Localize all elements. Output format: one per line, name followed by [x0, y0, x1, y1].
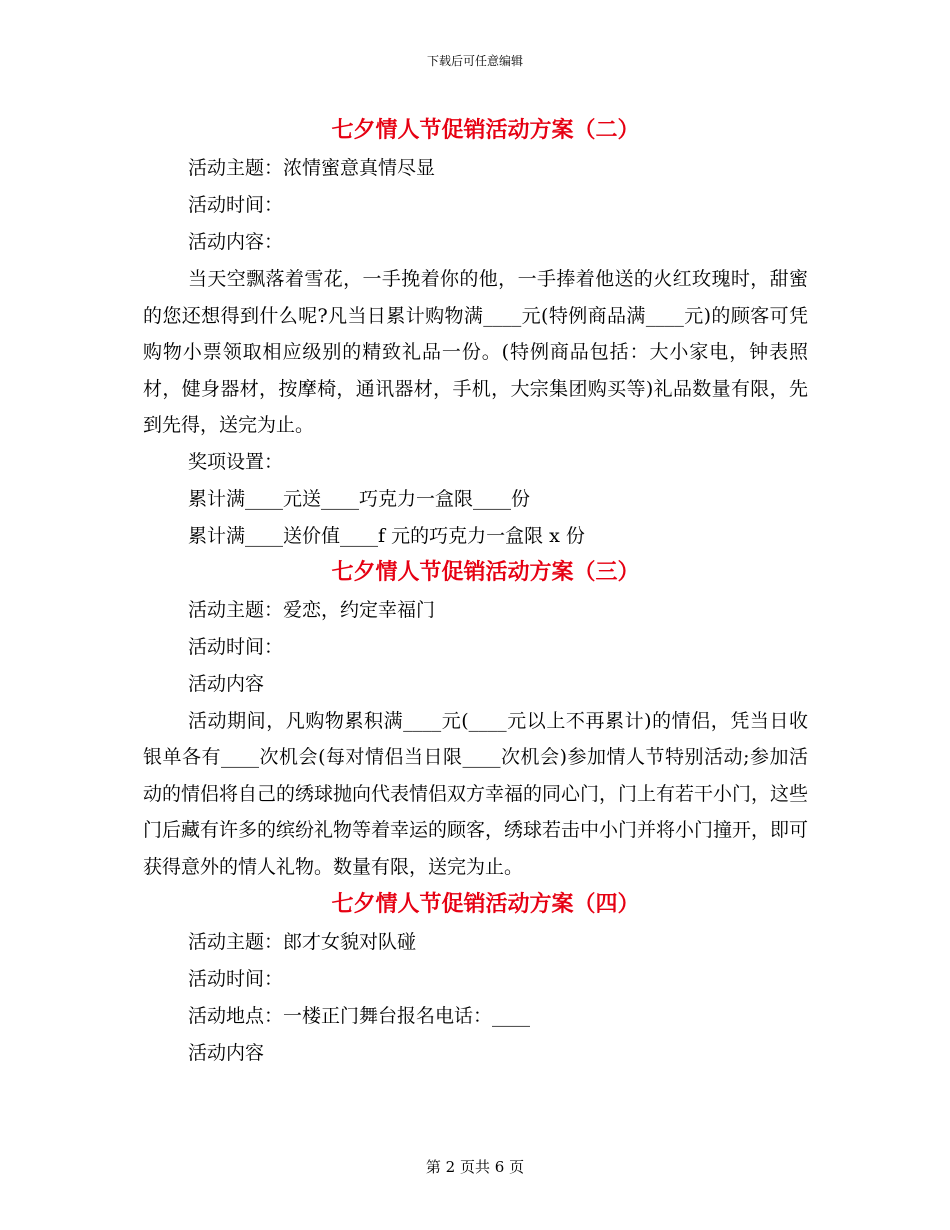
activity-content-label: 活动内容 — [188, 1042, 265, 1064]
activity-time: 活动时间： — [188, 635, 284, 658]
activity-theme: 活动主题：爱恋，约定幸福门 — [188, 598, 436, 621]
activity-time: 活动时间： — [188, 968, 284, 990]
activity-paragraph: 活动期间，凡购物累积满____元(____元以上不再累计)的情侣，凭当日收银单各有____次机会(每对情侣当日限____次机会)参加情人节特别活动;参加活动的情侣将自己的绣球抛向代表情侣双方幸福的同心门，门上有若干小门，这些门后藏有许多的缤纷礼物等着幸运的顾客，绣球若击中小门并将小门撞开，即可获得意外的情人礼物。数量有限，送完为止。 — [143, 709, 809, 878]
section-title: 七夕情人节促销活动方案（三） — [331, 558, 640, 585]
document-body — [143, 113, 808, 1072]
activity-content-label: 活动内容 — [188, 672, 265, 695]
prize-item-2: 累计满____送价值____f 元的巧克力一盒限 x 份 — [188, 524, 585, 547]
activity-content-label: 活动内容： — [188, 231, 284, 253]
section-title: 七夕情人节促销活动方案（二） — [331, 117, 640, 143]
activity-paragraph: 当天空飘落着雪花，一手挽着你的他，一手捧着他送的火红玫瑰时，甜蜜的您还想得到什么呢?凡当日累计购物满____元(特例商品满____元)的顾客可凭购物小票领取相应级别的精致礼品一份。(特例商品包括：大小家电，钟表照材，健身器材，按摩椅，通讯器材，手机，大宗集团购买等)礼品数量有限，先到先得，送完为止。 — [143, 268, 808, 436]
page-number: 第 2 页共 6 页 — [425, 1158, 525, 1176]
prize-label: 奖项设置： — [188, 450, 284, 473]
activity-time: 活动时间： — [188, 194, 284, 216]
section-2 — [143, 113, 808, 555]
header-note: 下载后可任意编辑 — [426, 54, 523, 68]
section-title: 七夕情人节促销活动方案（四） — [331, 891, 640, 917]
prize-item-1: 累计满____元送____巧克力一盒限____份 — [188, 487, 531, 510]
section-4 — [143, 885, 808, 1072]
section-3 — [143, 555, 808, 886]
activity-theme: 活动主题：浓情蜜意真情尽显 — [188, 157, 436, 179]
activity-location: 活动地点：一楼正门舞台报名电话：____ — [188, 1005, 531, 1027]
activity-theme: 活动主题：郎才女貌对队碰 — [188, 931, 417, 953]
